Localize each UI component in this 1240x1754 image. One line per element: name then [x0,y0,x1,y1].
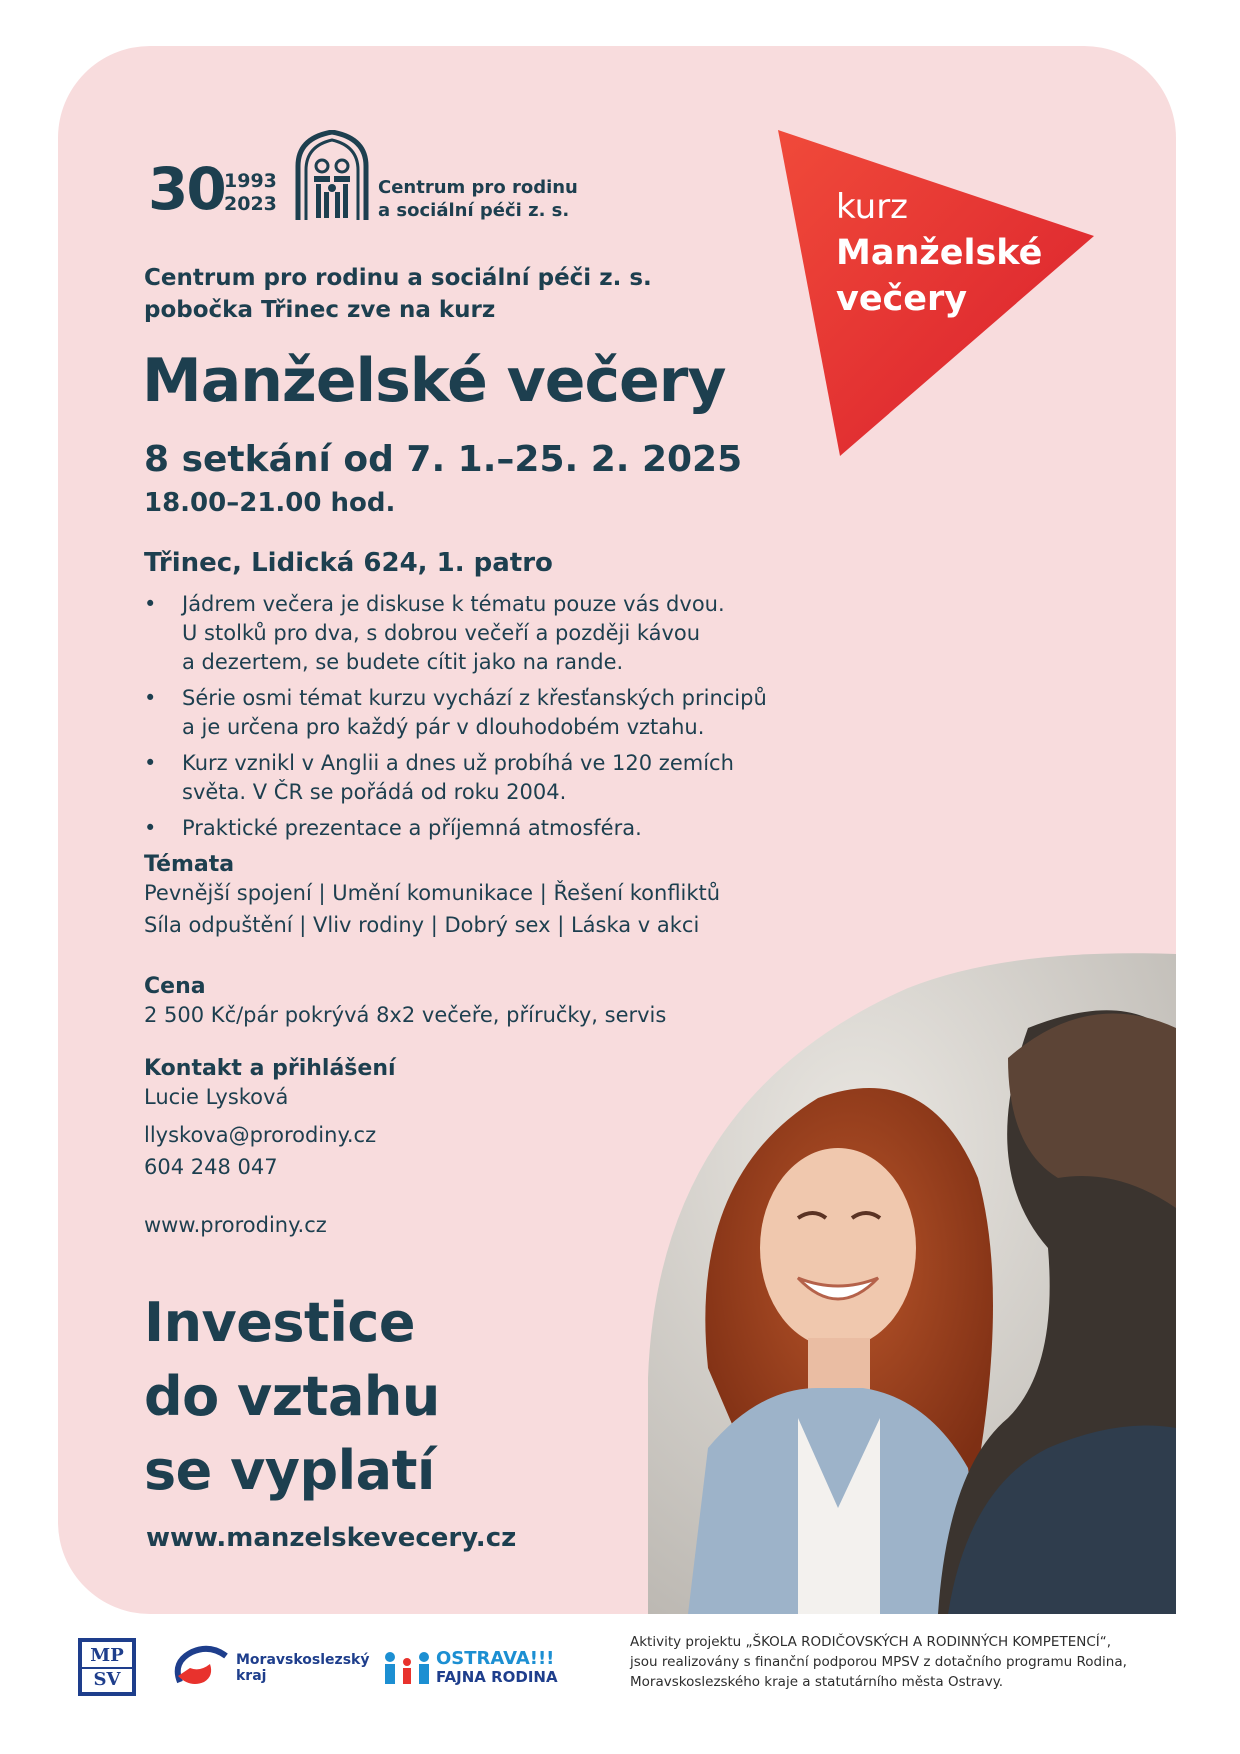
course-title: Manželské večery [142,346,726,416]
slogan-line1: Investice [144,1291,415,1354]
funding-note-line3: Moravskoslezského kraje a statutárního města Ostravy. [630,1674,1004,1690]
anniversary-number: 30 [148,155,225,223]
list-item [140,684,820,742]
intro-line2: pobočka Třinec zve na kurz [144,297,496,323]
intro-line1: Centrum pro rodinu a sociální péči z. s. [144,265,652,291]
region-name-line1: Moravskoslezský [236,1652,370,1668]
ostrava-subtitle: FAJNA RODINA [436,1668,558,1686]
list-item-line: Série osmi témat kurzu vychází z křesťanských principů [182,686,767,710]
funding-note [630,1632,1190,1692]
list-item [140,749,820,807]
bullet-icon: • [144,816,157,840]
list-item [140,590,820,677]
price-text: 2 500 Kč/pár pokrývá 8x2 večeře, příručky, servis [144,1003,667,1027]
price-section [144,974,666,1031]
topics-label: Témata [144,852,235,877]
mpsv-line1: MP [90,1645,124,1666]
topics-line2: Síla odpuštění | Vliv rodiny | Dobrý sex | Láska v akci [144,913,700,937]
badge-line3: večery [836,279,968,319]
course-website-link[interactable]: www.manzelskevecery.cz [146,1523,517,1553]
mpsv-logo [78,1638,136,1696]
list-item-line: Jádrem večera je diskuse k tématu pouze vás dvou. [182,592,725,616]
contact-section [144,1056,396,1241]
funding-note-line2: jsou realizovány s finanční podporou MPSV z dotačního programu Rodina, [630,1654,1127,1670]
year-start: 1993 [224,170,277,192]
family-figures-icon [382,1650,432,1686]
contact-name: Lucie Lysková [144,1085,289,1109]
contact-phone: 604 248 047 [144,1155,278,1179]
family-house-icon [294,130,370,222]
list-item [140,814,820,843]
bullet-icon: • [144,751,157,775]
org-name-line2: a sociální péči z. s. [378,200,570,221]
slogan-line2: do vztahu [144,1365,440,1428]
couple-photo [648,948,1176,1614]
topics-section [144,852,720,941]
anniversary-years [224,170,277,216]
region-emblem-icon [170,1642,232,1694]
contact-web-link[interactable]: www.prorodiny.cz [144,1213,327,1237]
mpsv-line2: SV [82,1667,132,1691]
course-location: Třinec, Lidická 624, 1. patro [144,548,553,578]
org-name [378,176,578,222]
course-dates: 8 setkání od 7. 1.–25. 2. 2025 [144,439,743,480]
contact-label: Kontakt a přihlášení [144,1056,396,1081]
list-item-line: světa. V ČR se pořádá od roku 2004. [182,780,567,804]
topics-line1: Pevnější spojení | Umění komunikace | Řešení konfliktů [144,881,721,905]
region-logo [170,1642,369,1694]
badge-line2: Manželské [836,233,1043,273]
year-end: 2023 [224,193,277,215]
badge-text [836,184,1042,322]
org-name-line1: Centrum pro rodinu [378,177,578,198]
slogan-line3: se vyplatí [144,1439,435,1502]
ostrava-title: OSTRAVA!!! [436,1648,555,1669]
intro-text [144,262,652,326]
list-item-line: Kurz vznikl v Anglii a dnes už probíhá ve 120 zemích [182,751,734,775]
badge-line1: kurz [836,187,909,227]
feature-list [140,590,820,850]
ostrava-logo [382,1650,558,1686]
slogan [144,1286,440,1508]
contact-email[interactable]: llyskova@prorodiny.cz [144,1123,377,1147]
list-item-line: a dezertem, se budete cítit jako na rande. [182,650,624,674]
funding-note-line1: Aktivity projektu „ŠKOLA RODIČOVSKÝCH A RODINNÝCH KOMPETENCÍ“, [630,1634,1112,1650]
course-hours: 18.00–21.00 hod. [144,488,396,518]
list-item-line: Praktické prezentace a příjemná atmosféra. [182,816,642,840]
price-label: Cena [144,974,206,999]
list-item-line: a je určena pro každý pár v dlouhodobém vztahu. [182,715,705,739]
bullet-icon: • [144,592,157,616]
list-item-line: U stolků pro dva, s dobrou večeří a později kávou [182,621,701,645]
bullet-icon: • [144,686,157,710]
region-name-line2: kraj [236,1668,267,1684]
